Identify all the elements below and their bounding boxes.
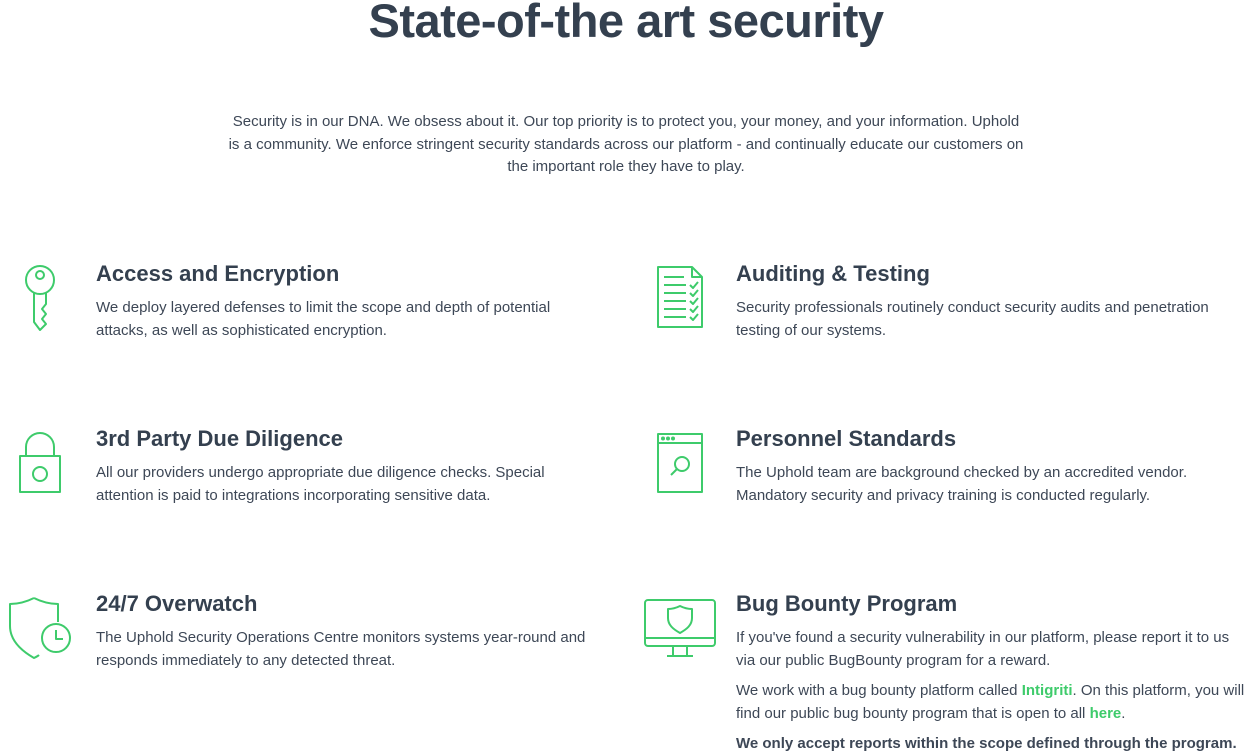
feature-title: Auditing & Testing [736,261,930,286]
feature-title: 3rd Party Due Diligence [96,426,343,451]
checklist-document-icon [656,265,704,329]
monitor-shield-icon [643,598,717,660]
page-title: State-of-the art security [368,0,884,47]
feature-text: We deploy layered defenses to limit the scope and depth of potential attacks, as well as sophisticated encryption. [96,299,551,339]
feature-text: Security professionals routinely conduct security audits and penetration testing of our systems. [736,299,1209,339]
feature-text: The Uphold Security Operations Centre monitors systems year-round and responds immediately to any detected threat. [96,629,586,669]
platform-text-after: . [1121,704,1126,722]
feature-text: All our providers undergo appropriate due diligence checks. Special attention is paid to integrations incorporating sensitive data. [96,464,545,504]
feature-title: Bug Bounty Program [736,591,958,616]
feature-text: The Uphold team are background checked by an accredited vendor. Mandatory security and privacy training is conducted regularly. [736,464,1188,504]
feature-title: Access and Encryption [96,261,340,286]
bug-bounty-platform-text [736,680,1248,725]
feature-text: If you've found a security vulnerability in our platform, please report it to us via our public BugBounty program for a reward. [736,629,1230,669]
platform-text-middle: . On this platform, you will find our public bug bounty program that is open to all [736,682,1245,722]
key-icon [22,264,58,332]
platform-text-before: We work with a bug bounty platform called [736,682,1022,699]
intro-text: Security is in our DNA. We obsess about it. Our top priority is to protect you, your money, and your information. Uphold is a community. We enforce stringent security standards across our platform - and continually educate our customers on the important role they have to play. [228,113,1024,175]
feature-title: 24/7 Overwatch [96,591,258,616]
padlock-icon [18,432,62,494]
feature-title: Personnel Standards [736,426,957,451]
scope-notice: We only accept reports within the scope defined through the program. [736,735,1237,752]
browser-search-icon [656,432,704,494]
intigriti-link[interactable]: Intigriti [1021,682,1073,699]
shield-clock-icon [8,596,74,660]
here-link[interactable]: here [1089,704,1122,722]
